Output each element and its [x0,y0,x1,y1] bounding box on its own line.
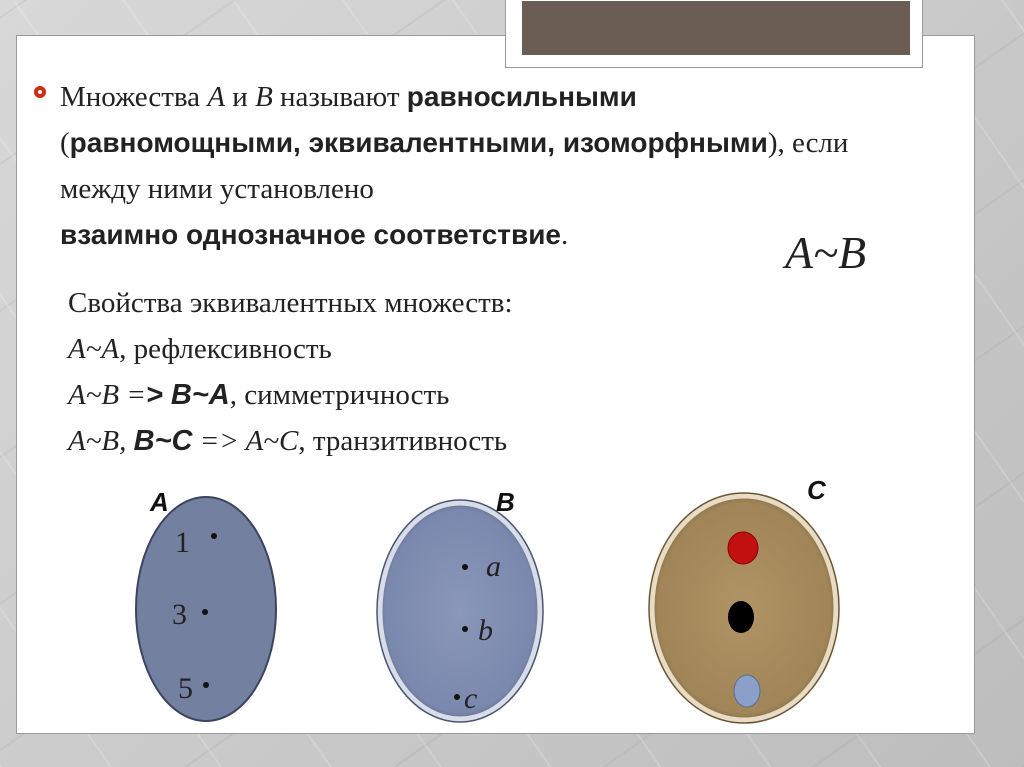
transitive-name: , транзитивность [298,425,508,457]
set-a-dot [211,533,217,539]
symmetric-formula-a: A~B = [68,379,146,411]
def-part: Множества [60,81,208,113]
set-a-dot [202,609,208,615]
reflexive-formula: A~A [68,333,120,365]
set-c-point-red [728,532,758,564]
set-b-label: B [496,487,515,517]
def-set-b: B [255,81,273,113]
set-b-element-a-text: a [486,550,501,583]
set-a-element-5: 5 [178,672,193,705]
def-set-a: A [207,81,226,113]
transitive-formula-c: => A~C [192,425,299,457]
def-bold-bijection: взаимно однозначное соответствие [60,219,562,250]
reflexive-name: , рефлексивность [119,333,332,365]
def-bold-term: равносильными [406,81,637,112]
set-a-element-3: 3 [172,598,187,631]
set-a-element-1: 1 [175,526,190,559]
symmetric-formula-b: > B~A [145,379,230,411]
def-part: . [561,219,569,251]
set-c-point-black [728,601,754,633]
symmetric-name: , симметричность [229,379,450,411]
def-part: называют [272,81,407,113]
set-b-dot [462,626,468,632]
set-b-element-c-text: c [464,682,478,715]
equivalence-notation: A~B [785,227,867,278]
set-b-element-a [486,550,501,584]
set-b-ellipse [380,503,540,719]
def-part: ( [60,127,70,159]
properties-title: Свойства эквивалентных множеств: [68,287,513,319]
set-b-dot [454,694,460,700]
set-b-element-c [464,682,477,716]
transitive-formula-a: A~B, [68,425,134,457]
transitive-formula-b: B~C [133,425,193,457]
set-c-label: C [807,475,826,505]
set-b-element-b-text: b [478,614,493,647]
def-part: и [225,81,256,113]
set-a-label: A [150,487,169,517]
set-b-element-b [478,614,493,648]
set-c-point-blue [734,675,760,707]
set-b-dot [462,564,468,570]
def-bold-synonyms: равномощными, эквивалентными, изоморфными [69,127,768,158]
set-a-dot [203,682,209,688]
def-part: ), если между ними установлено [60,127,849,205]
